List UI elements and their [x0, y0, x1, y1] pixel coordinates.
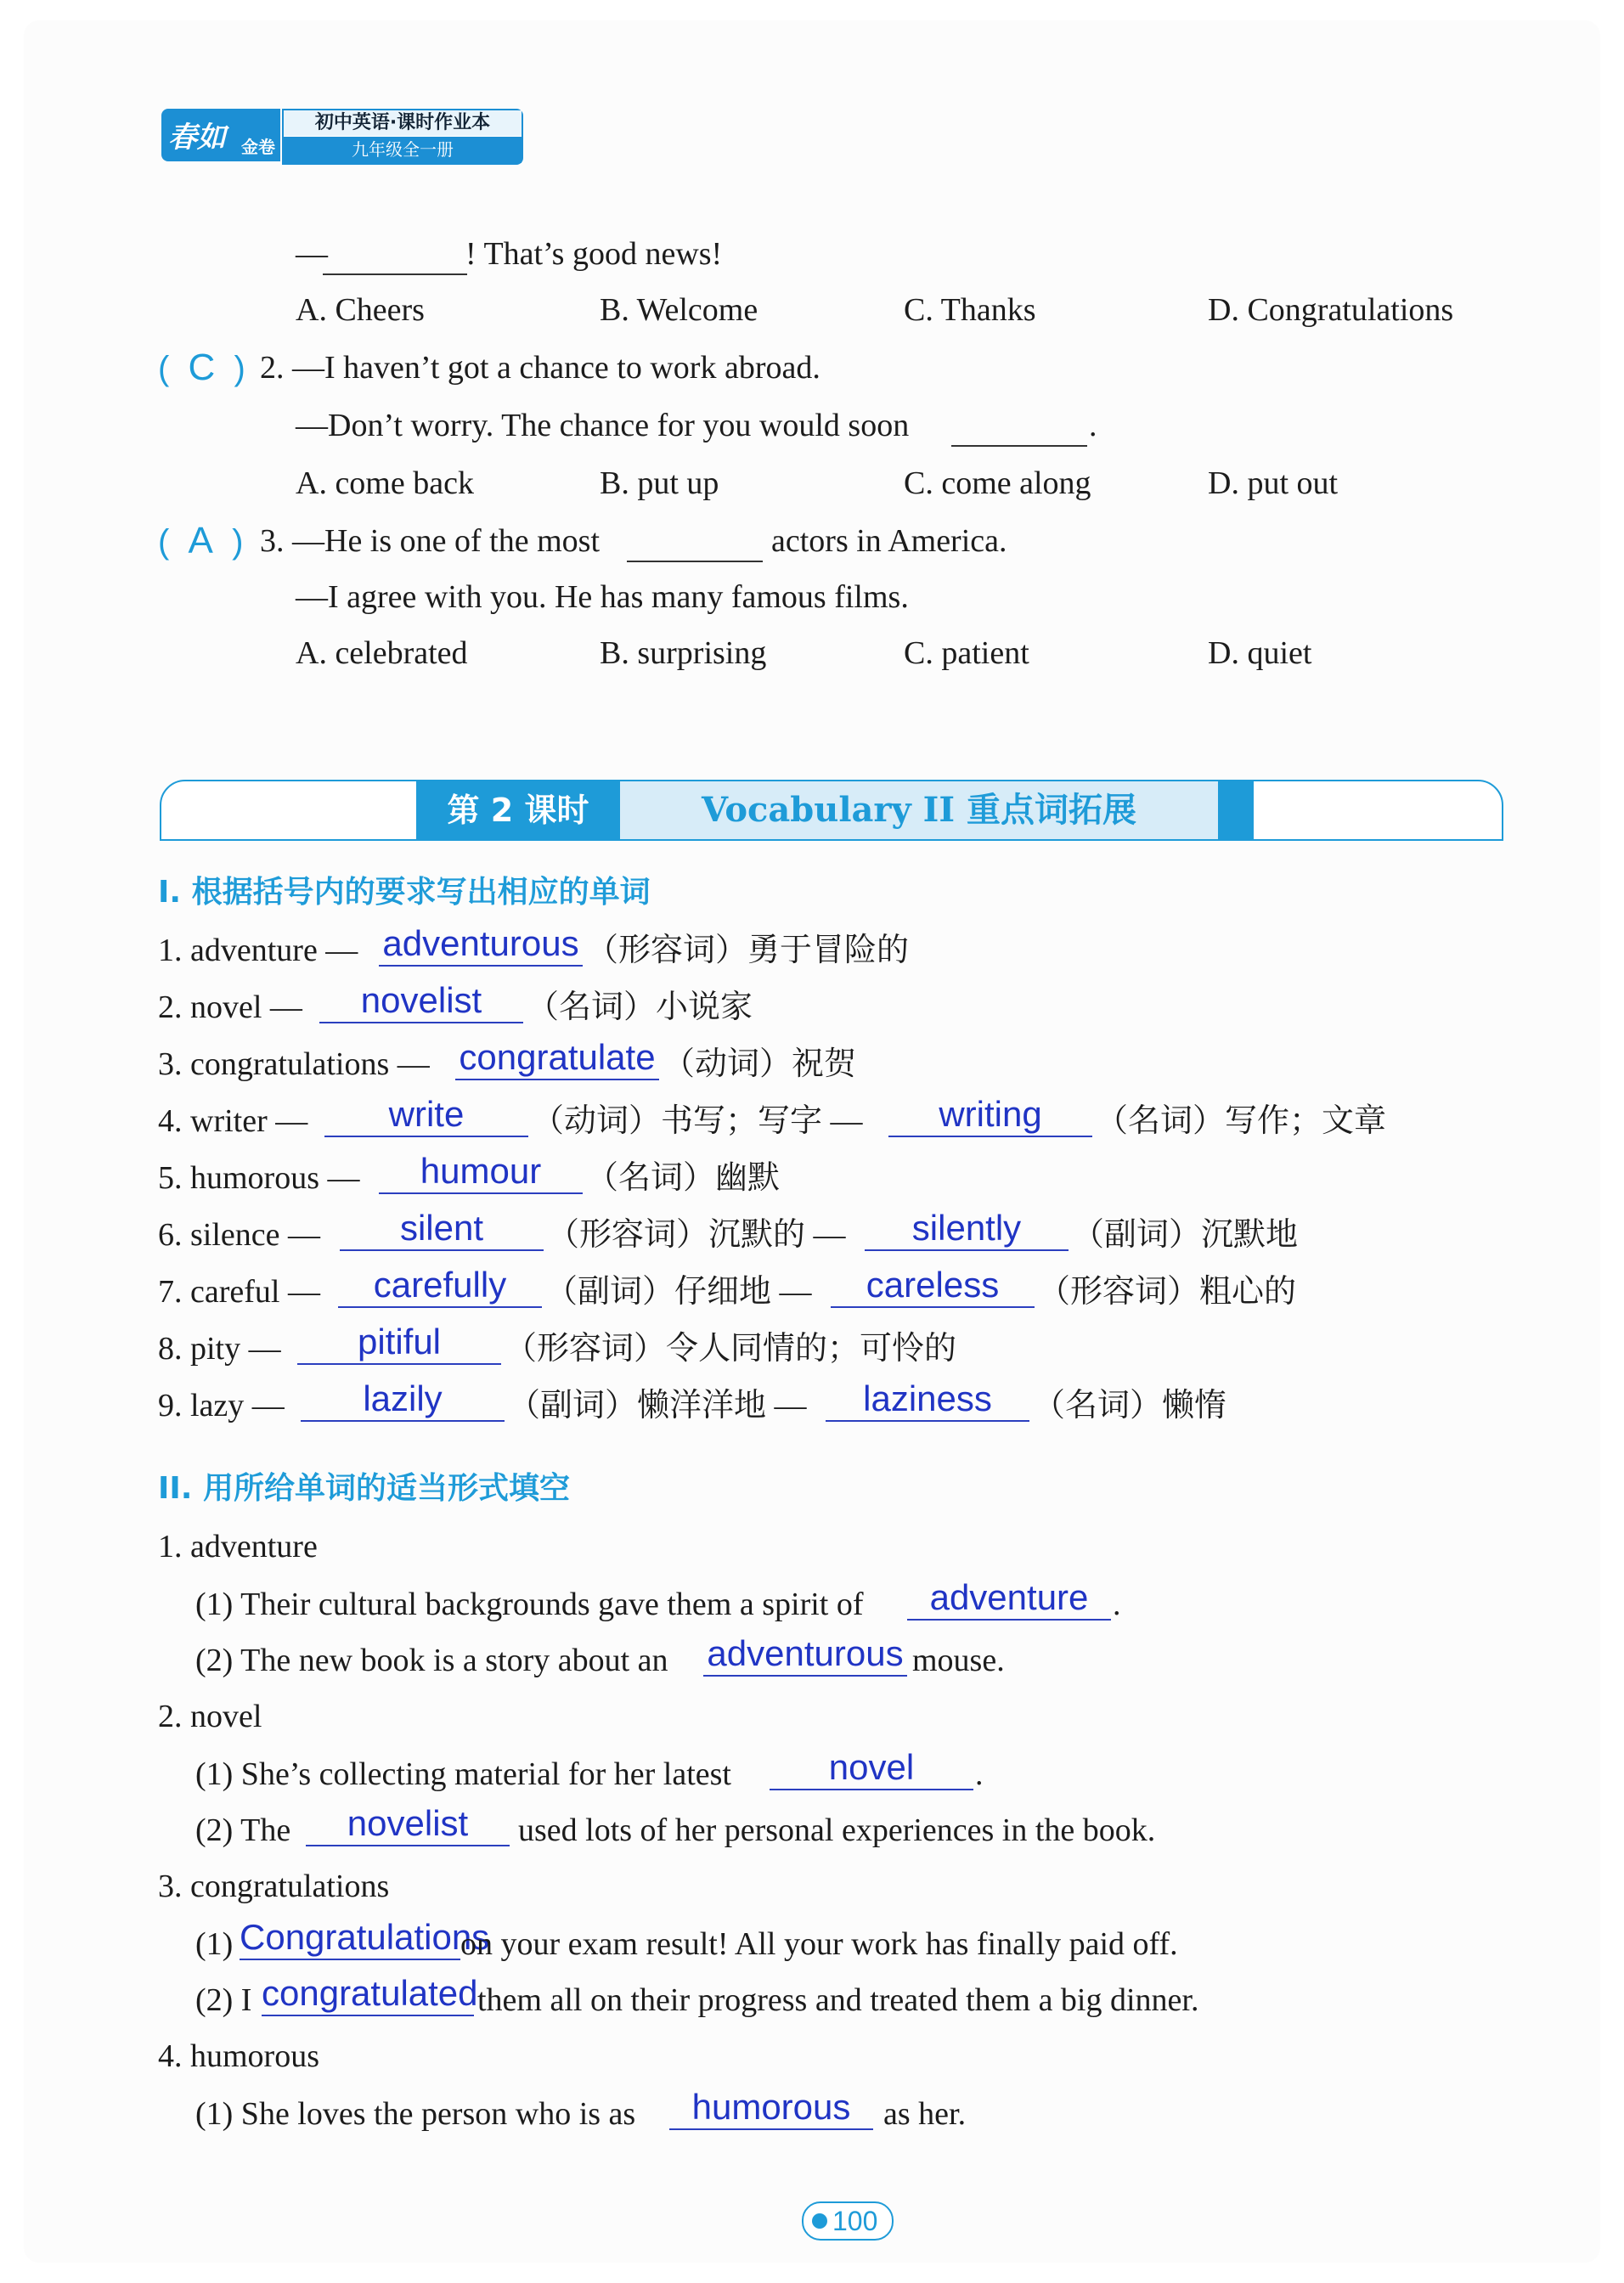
lesson-banner [160, 780, 1503, 841]
part1-heading: I. 根据括号内的要求写出相应的单词 [158, 875, 651, 910]
q3-line1: 3. —He is one of the most [260, 523, 601, 559]
p1-item-6-label: （形容词）沉默的 — [547, 1217, 846, 1253]
q1-option-d: D. Congratulations [1208, 292, 1454, 328]
p2-g3-s1-answer: Congratulations [240, 1918, 460, 1960]
lesson-title: Vocabulary II 重点词拓展 [620, 781, 1218, 839]
p2-g3-s2-answer: congratulated [262, 1974, 474, 2016]
p1-item-4-post: （名词）写作；文章 [1096, 1103, 1387, 1139]
p2-group-2-word: 2. novel [158, 1699, 262, 1734]
p2-g4-s1-answer: humorous [669, 2088, 873, 2130]
p1-item-1-pre: 1. adventure — [158, 933, 358, 968]
p2-g1-s2-answer: adventurous [703, 1634, 907, 1677]
q1-dash: — [296, 236, 328, 272]
p1-item-4-label: （动词）书写；写字 — [532, 1103, 863, 1139]
p2-group-3-word: 3. congratulations [158, 1869, 390, 1904]
brand-logo [161, 109, 280, 161]
q2-blank [951, 406, 1087, 447]
p1-item-1-label: （形容词）勇于冒险的 [586, 933, 910, 968]
q2-line2: —Don’t worry. The chance for you would soon [296, 408, 910, 443]
p2-g1-s1-post: . [1113, 1587, 1121, 1622]
q3-option-b: B. surprising [600, 635, 767, 671]
p1-item-2-answer: novelist [319, 981, 523, 1023]
p2-g2-s2-post: used lots of her personal experiences in the book. [518, 1812, 1156, 1848]
p1-item-2-label: （名词）小说家 [527, 989, 753, 1025]
p1-item-8-pre: 8. pity — [158, 1331, 281, 1367]
q1-option-b: B. Welcome [600, 292, 758, 328]
q3-answer: A [188, 520, 213, 561]
p2-g1-s2-pre: (2) The new book is a story about an [195, 1643, 668, 1678]
q1-prompt: ! That’s good news! [465, 236, 723, 272]
part2-heading: II. 用所给单词的适当形式填空 [158, 1471, 570, 1506]
p1-item-7-answer-2: careless [831, 1266, 1035, 1308]
q2-answer-bracket: ( C ) [158, 347, 245, 388]
q1-option-c: C. Thanks [904, 292, 1036, 328]
p1-item-7-answer-1: carefully [338, 1266, 542, 1308]
q2-line2-end: . [1089, 408, 1097, 443]
q3-answer-bracket: ( A ) [158, 520, 244, 561]
p2-g1-s1-answer: adventure [907, 1578, 1111, 1621]
p2-g2-s2-answer: novelist [306, 1804, 510, 1846]
p1-item-4-answer-1: write [324, 1095, 528, 1137]
p1-item-6-pre: 6. silence — [158, 1217, 321, 1253]
p1-item-8-answer: pitiful [297, 1322, 501, 1365]
logo-subtext: 金卷 [241, 137, 275, 157]
p1-item-5-pre: 5. humorous — [158, 1160, 360, 1196]
p1-item-4-pre: 4. writer — [158, 1103, 308, 1139]
p2-g3-s2-post: them all on their progress and treated them a big dinner. [477, 1982, 1199, 2018]
q2-answer: C [188, 347, 216, 388]
q2-option-a: A. come back [296, 465, 474, 501]
p1-item-5-label: （名词）幽默 [586, 1160, 781, 1196]
p2-g1-s1-pre: (1) Their cultural backgrounds gave them a spirit of [195, 1587, 864, 1622]
p1-item-8-label: （形容词）令人同情的；可怜的 [505, 1331, 957, 1367]
q2-line1: 2. —I haven’t got a chance to work abroad. [260, 350, 820, 386]
p1-item-6-post: （副词）沉默地 [1072, 1217, 1299, 1253]
p1-item-9-answer-1: lazily [301, 1379, 505, 1422]
p2-g3-s2-pre: (2) I [195, 1982, 252, 2018]
page-number-badge [802, 2201, 894, 2241]
p1-item-3-label: （动词）祝贺 [663, 1046, 857, 1082]
q3-blank [627, 521, 763, 562]
p1-item-9-label: （副词）懒洋洋地 — [508, 1388, 807, 1423]
p2-g3-s1-post: on your exam result! All your work has finally paid off. [460, 1926, 1178, 1962]
p1-item-9-pre: 9. lazy — [158, 1388, 285, 1423]
q1-option-a: A. Cheers [296, 292, 425, 328]
p1-item-7-pre: 7. careful — [158, 1274, 320, 1310]
p2-group-1-word: 1. adventure [158, 1529, 318, 1564]
p2-g2-s2-pre: (2) The [195, 1812, 291, 1848]
p1-item-1-answer: adventurous [379, 924, 583, 967]
p1-item-5-answer: humour [379, 1152, 583, 1194]
p1-item-3-answer: congratulate [455, 1038, 659, 1080]
p2-g1-s2-post: mouse. [912, 1643, 1005, 1678]
p1-item-9-post: （名词）懒惰 [1033, 1388, 1227, 1423]
page-dot-icon [812, 2213, 827, 2229]
q1-blank [323, 234, 467, 275]
p1-item-7-post: （形容词）粗心的 [1038, 1274, 1297, 1310]
q3-option-c: C. patient [904, 635, 1029, 671]
p1-item-6-answer-2: silently [865, 1209, 1069, 1251]
p2-group-4-word: 4. humorous [158, 2038, 319, 2074]
p2-g3-s1-pre: (1) [195, 1926, 234, 1962]
series-grade: 九年级全一册 [284, 137, 522, 163]
q3-option-d: D. quiet [1208, 635, 1312, 671]
q3-line2: —I agree with you. He has many famous films. [296, 579, 909, 615]
p2-g4-s1-post: as her. [883, 2096, 967, 2132]
q2-option-c: C. come along [904, 465, 1091, 501]
series-title: 初中英语·课时作业本 [284, 110, 522, 136]
q3-option-a: A. celebrated [296, 635, 468, 671]
logo-text: 春如 [168, 121, 226, 155]
q2-option-b: B. put up [600, 465, 719, 501]
page-number: 100 [832, 2206, 878, 2236]
p1-item-4-answer-2: writing [888, 1095, 1092, 1137]
p1-item-9-answer-2: laziness [826, 1379, 1029, 1422]
p1-item-6-answer-1: silent [340, 1209, 544, 1251]
p1-item-7-label: （副词）仔细地 — [545, 1274, 812, 1310]
banner-tail [1218, 781, 1254, 839]
p2-g4-s1-pre: (1) She loves the person who is as [195, 2096, 636, 2132]
p1-item-2-pre: 2. novel — [158, 989, 302, 1025]
p1-item-3-pre: 3. congratulations — [158, 1046, 430, 1082]
series-label [282, 109, 523, 165]
q3-line1-end: actors in America. [771, 523, 1007, 559]
lesson-number: 第 2 课时 [416, 781, 620, 839]
p2-g2-s1-answer: novel [770, 1748, 973, 1790]
p2-g2-s1-post: . [975, 1756, 984, 1792]
q2-option-d: D. put out [1208, 465, 1339, 501]
p2-g2-s1-pre: (1) She’s collecting material for her latest [195, 1756, 731, 1792]
